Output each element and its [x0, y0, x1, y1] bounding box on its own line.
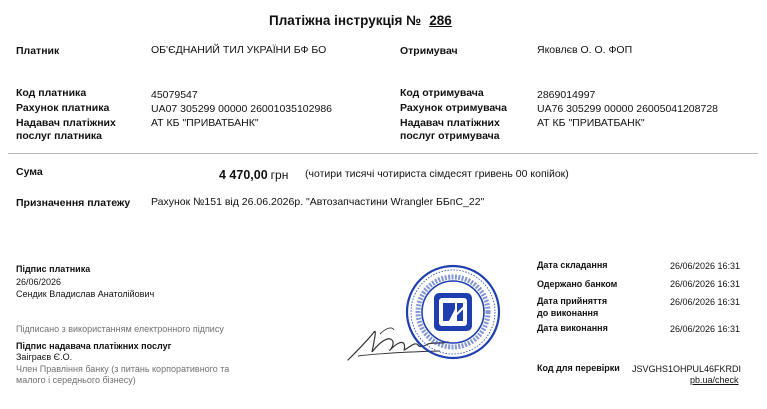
- recipient-provider: АТ КБ "ПРИВАТБАНК": [537, 117, 645, 129]
- recipient-account: UA76 305299 00000 26005041208728: [537, 103, 719, 115]
- recipient-code-label: Код отримувача: [400, 87, 484, 99]
- purpose-value: Рахунок №151 від 26.06.2026р. "Автозапчастини Wrangler ББпС_22": [151, 196, 485, 208]
- created-date-label: Дата складання: [537, 260, 608, 270]
- accepted-date-label-1: Дата прийняття: [537, 296, 608, 306]
- check-code: JSVGHS1OHPUL46FKRDI: [632, 364, 742, 374]
- payer-account: UA07 305299 00000 26001035102986: [151, 103, 333, 115]
- amount-words: (чотири тисячі чотириста сімдесят гривень 00 копійок): [305, 168, 569, 180]
- received-date-value: 26/06/2026 16:31: [670, 279, 741, 289]
- payer-provider-label-2: послуг платника: [16, 130, 103, 142]
- created-date-value: 26/06/2026 16:31: [670, 261, 741, 271]
- purpose-label: Призначення платежу: [16, 197, 131, 209]
- executed-date-value: 26/06/2026 16:31: [670, 324, 741, 334]
- accepted-date-label-2: до виконання: [537, 308, 599, 318]
- recipient-code: 2869014997: [537, 89, 596, 101]
- amount-value: 4 470,00: [219, 168, 268, 182]
- recipient-account-label: Рахунок отримувача: [400, 102, 507, 114]
- e-signature-note: Підписано з використанням електронного підпису: [16, 324, 224, 334]
- payer-label: Платник: [16, 45, 60, 57]
- recipient-provider-label-1: Надавач платіжних: [400, 117, 500, 129]
- recipient-provider-label-2: послуг отримувача: [400, 130, 500, 142]
- bank-stamp: [404, 263, 502, 361]
- section-divider: [8, 153, 758, 154]
- check-code-label: Код для перевірки: [537, 363, 620, 373]
- provider-signatory-name: Заіграєв Є.О.: [16, 352, 73, 362]
- amount-currency: грн: [270, 168, 289, 182]
- recipient-label: Отримувач: [400, 45, 458, 57]
- executed-date-label: Дата виконання: [537, 323, 608, 333]
- recipient-name: Яковлєв О. О. ФОП: [537, 44, 633, 56]
- check-link[interactable]: pb.ua/check: [690, 375, 739, 385]
- provider-position-line-2: малого і середнього бізнесу): [16, 375, 136, 385]
- payer-code-label: Код платника: [16, 87, 87, 99]
- payer-name: ОБ'ЄДНАНИЙ ТИЛ УКРАЇНИ БФ БО: [151, 44, 327, 56]
- received-date-label: Одержано банком: [537, 279, 618, 289]
- payer-provider-label-1: Надавач платіжних: [16, 117, 116, 129]
- amount-row: [219, 166, 288, 184]
- payer-account-label: Рахунок платника: [16, 102, 110, 114]
- provider-position-line-1: Член Правління банку (з питань корпоративного та: [16, 364, 230, 374]
- title-text: Платіжна інструкція №: [269, 13, 422, 28]
- provider-signature-label: Підпис надавача платіжних послуг: [16, 341, 172, 351]
- payer-code: 45079547: [151, 89, 198, 101]
- payer-signature-label: Підпис платника: [16, 264, 91, 274]
- payer-signature-date: 26/06/2026: [16, 277, 62, 287]
- payer-provider: АТ КБ "ПРИВАТБАНК": [151, 117, 259, 129]
- document-number: 286: [429, 13, 452, 28]
- payer-signature-name: Сендик Владислав Анатолійович: [16, 289, 155, 299]
- document-title: [269, 13, 452, 28]
- accepted-date-value: 26/06/2026 16:31: [670, 297, 741, 307]
- amount-label: Сума: [16, 166, 43, 178]
